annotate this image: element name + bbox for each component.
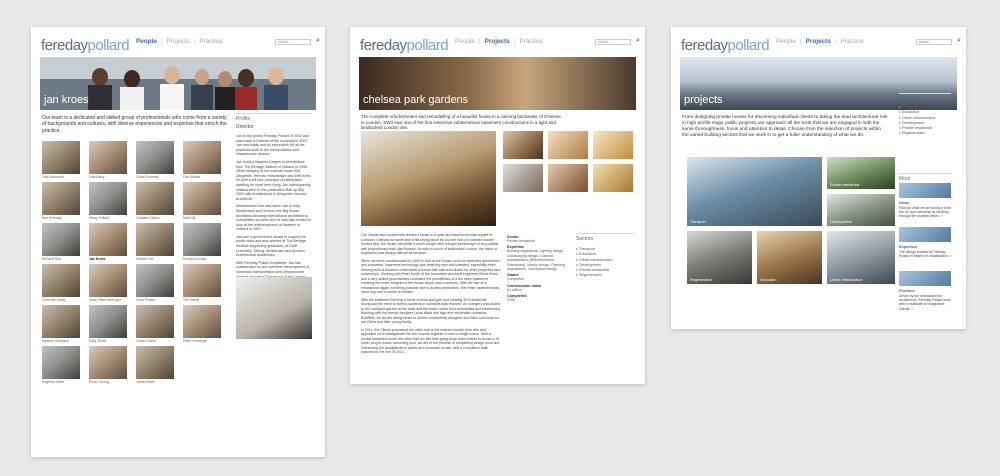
- person-photo[interactable]: [183, 305, 221, 338]
- logo[interactable]: feredaypollard: [41, 37, 130, 54]
- meta-label: Sector: [507, 235, 519, 239]
- person-name: Gerard Sarra: [136, 339, 156, 343]
- project-tile-label: Regeneration: [690, 278, 713, 282]
- sector-link[interactable]: ▸ Transport: [576, 247, 634, 252]
- person-name: Chris Pollard: [136, 298, 156, 302]
- search-icon[interactable]: ⌕: [957, 37, 961, 44]
- news-text: Driven by our enthusiasm for architecture, Fereday Pollard work with a multitude of Imaginative Clients. >: [899, 294, 951, 311]
- person-photo[interactable]: [89, 223, 127, 256]
- project-main-image: [361, 131, 496, 226]
- person-name: Graham Gibson: [136, 216, 160, 220]
- meta-label: Completed: [507, 294, 527, 299]
- person-photo[interactable]: [183, 264, 221, 297]
- project-description: [361, 233, 501, 358]
- person-card[interactable]: [89, 305, 127, 344]
- news-title[interactable]: Practice: [899, 288, 915, 293]
- person-photo[interactable]: [89, 346, 127, 379]
- nav-people[interactable]: People: [136, 38, 157, 45]
- sectors-heading: Sectors: [576, 233, 634, 242]
- page-intro: From designing private homes for discerning individual clients to taking the lead architectural role in high profile major public projects, we approach all the work that we are engaged in with the same thoroughness, focus and attention to detail. Choose from the selection of projects within the varied building sectors that we work in to get a fuller understanding of what we do.: [682, 115, 888, 138]
- sector-link[interactable]: ▸ Urban infrastructure: [576, 258, 634, 263]
- description-paragraph: Our Clients had coveted this terraced house in a quiet and beautiful private square in London's Chelsea for some time whilst living close by. As one half of a twinned double fronted villa, the house sits within a much sought after tranquil streetscape of very similar well proportioned brick clad houses. As with so much of landlocked London, the issue of expansion was always difficult as terraces.: [361, 233, 499, 255]
- bio-paragraph: Jan won a government award to support his studio work and also worked at The Berlage Institute supporting graduates, at Delft University, Tilburg, Amsterdam and Arnhem Architectural Academies.: [236, 234, 306, 258]
- person-card[interactable]: [89, 182, 127, 221]
- person-photo[interactable]: [136, 346, 174, 379]
- project-thumbnail[interactable]: [548, 131, 588, 159]
- person-photo[interactable]: [42, 264, 80, 297]
- person-name: Jan Kroes: [89, 257, 106, 261]
- search-icon[interactable]: ⌕: [636, 37, 640, 44]
- meta-label: Expertise: [507, 245, 525, 250]
- project-tile[interactable]: [827, 231, 895, 284]
- site-header: [671, 27, 966, 57]
- team-banner: [40, 57, 316, 110]
- person-name: Sally Street: [89, 339, 107, 343]
- site-header: [31, 27, 325, 57]
- person-card[interactable]: [42, 182, 80, 221]
- person-name: Ben Fereday: [42, 216, 62, 220]
- person-card[interactable]: [136, 182, 174, 221]
- person-photo[interactable]: [89, 182, 127, 215]
- person-photo[interactable]: [136, 305, 174, 338]
- person-card[interactable]: [42, 346, 80, 385]
- person-card[interactable]: [42, 305, 80, 344]
- project-tile-label: Transport: [690, 220, 706, 224]
- person-name: Claire Donnelly: [136, 175, 159, 179]
- person-card[interactable]: [183, 264, 221, 303]
- project-thumbnail[interactable]: [593, 164, 633, 192]
- person-name: Ewan Truong: [89, 380, 109, 384]
- search-icon[interactable]: ⌕: [316, 37, 320, 44]
- person-photo: [236, 277, 312, 339]
- person-card[interactable]: [136, 223, 174, 262]
- search-input[interactable]: search: [916, 39, 952, 45]
- person-name: James Wald: [136, 380, 155, 384]
- nav-projects[interactable]: Projects: [166, 38, 190, 45]
- people-grid: [42, 141, 228, 385]
- description-paragraph: In 2011, the Clients purchased the other half of the twinned double from villa and appointed us to amalgamate the two houses together to form a single house. With a pivotal basement under the other half too this time going down even further to house a 20 meter long in house swimming pool, we are in the process of completing design work and overseeing the amalgamation works as it proceeds on site, with a completion date planned for the end of 2013.: [361, 327, 500, 354]
- sector-link[interactable]: ▸ Transport: [899, 105, 955, 110]
- person-card[interactable]: [89, 223, 127, 262]
- person-name: Eugenia Sofiet: [42, 380, 65, 384]
- person-card[interactable]: [42, 264, 80, 303]
- person-card[interactable]: [183, 305, 221, 344]
- person-photo[interactable]: [42, 141, 80, 174]
- sectors-heading: Sectors: [899, 93, 951, 102]
- profile-heading: Profile: [236, 113, 312, 122]
- person-card[interactable]: [136, 305, 174, 344]
- person-card[interactable]: [136, 264, 174, 303]
- people-page: [31, 27, 325, 457]
- main-nav: People | Projects | Practice: [136, 38, 223, 45]
- person-name: Tim Sheriff: [183, 298, 200, 302]
- person-role: Director: [236, 124, 254, 130]
- sector-link[interactable]: ▸ Regeneration: [576, 273, 634, 278]
- meta-label: Construction value: [507, 283, 542, 288]
- project-tile[interactable]: [827, 157, 895, 189]
- person-photo[interactable]: [42, 305, 80, 338]
- project-tile[interactable]: [687, 157, 822, 226]
- meta-value: Completed: [507, 277, 524, 282]
- meta-label: Status: [507, 273, 519, 278]
- sectors-list: [899, 105, 955, 137]
- nav-practice[interactable]: Practice: [840, 38, 864, 45]
- person-photo[interactable]: [89, 141, 127, 174]
- project-tile-label: Development: [830, 220, 852, 224]
- project-thumbnail[interactable]: [503, 131, 543, 159]
- page-intro: The complete refurbishment and remodelling of a beautiful house in a calming backwater of Chelsea in London, SW3 saw one of the first extensive subterranean basement constructions in a tight and landlocked London site.: [361, 114, 561, 131]
- person-photo[interactable]: [136, 141, 174, 174]
- banner-caption: projects: [684, 94, 723, 106]
- projects-page: [671, 27, 966, 329]
- person-card[interactable]: [183, 141, 221, 180]
- person-photo[interactable]: [42, 223, 80, 256]
- nav-projects[interactable]: Projects: [484, 38, 510, 45]
- nav-projects[interactable]: Projects: [805, 38, 831, 45]
- person-photo[interactable]: [42, 182, 80, 215]
- nav-people[interactable]: People: [455, 38, 475, 45]
- project-banner: [359, 57, 636, 110]
- person-photo[interactable]: [136, 223, 174, 256]
- sector-link[interactable]: ▸ Development: [899, 121, 955, 126]
- meta-value: Private residential: [507, 239, 535, 243]
- sector-link[interactable]: ▸ Education: [899, 110, 955, 115]
- person-name: Richard Lindley: [183, 257, 207, 261]
- meta-value: 2008: [507, 298, 515, 303]
- sectors-list: [576, 247, 634, 279]
- project-tile[interactable]: [757, 231, 822, 284]
- person-name: Chris McCarthy: [42, 298, 66, 302]
- project-thumbnail[interactable]: [503, 164, 543, 192]
- project-thumbnail[interactable]: [593, 131, 633, 159]
- person-name: Sinead Lett: [136, 257, 154, 261]
- news-image[interactable]: [899, 227, 951, 242]
- person-photo[interactable]: [183, 141, 221, 174]
- person-name: John Ashworth: [42, 175, 65, 179]
- bio-paragraph: With Fereday Pollard Architects, Jan has collaborated on and overseen development of numerous transportation and infrastructure: [236, 260, 309, 275]
- person-card[interactable]: [42, 223, 80, 262]
- person-photo[interactable]: [42, 346, 80, 379]
- meta-value: £4 million: [507, 287, 522, 292]
- person-card[interactable]: [89, 264, 127, 303]
- news-image[interactable]: [899, 271, 951, 286]
- person-card[interactable]: [136, 141, 174, 180]
- nav-people[interactable]: People: [776, 38, 796, 45]
- nav-practice[interactable]: Practice: [199, 38, 223, 45]
- more-heading: More: [899, 173, 951, 182]
- news-title[interactable]: Expertise: [899, 244, 918, 249]
- project-tile-label: Urban infrastructure: [830, 278, 863, 282]
- page-intro: Our team is a dedicated and skilled group of professionals who come from a variety of backgrounds and cultures, with diverse experiences and expertise that enrich the practice.: [42, 115, 227, 134]
- person-name: Richard Ruit: [42, 257, 61, 261]
- sector-link[interactable]: ▸ Private residential: [576, 268, 634, 273]
- person-name: Lida Barry: [89, 175, 105, 179]
- person-photo[interactable]: [89, 305, 127, 338]
- project-thumbnail[interactable]: [548, 164, 588, 192]
- main-nav: People | Projects | Practice: [776, 38, 864, 45]
- bio-paragraph: Infrastructure has also taken Jan to Italy, Switzerland and Greece with Big House architects following international architectural competition success and he was also invited to look at the redevelopment of Haarlem in Holland in 1997.: [236, 204, 311, 232]
- search-input[interactable]: search: [275, 39, 311, 45]
- projects-banner: [680, 57, 957, 110]
- person-card[interactable]: [136, 346, 174, 385]
- person-name: Melanie Sampson: [42, 339, 70, 343]
- person-name: Paul Brides: [183, 175, 201, 179]
- person-photo[interactable]: [183, 223, 221, 256]
- site-header: [350, 27, 645, 57]
- sector-link[interactable]: ▸ Private residential: [899, 126, 955, 131]
- person-photo[interactable]: [89, 264, 127, 297]
- description-paragraph: With the basement forming a home cinema and gym and creating 20% additional floorspace the need to extend upwards or outwards was reduced. An orangery was added to the courtyard garden at the back and the entire house then remodelled and refurbished. Working with the interior designer Laura Ward and high end residential contractor, Boldfield, we led the design team to deliver a beautifully designed and fitted out house for our Client and their young family.: [361, 297, 501, 324]
- banner-caption: chelsea park gardens: [363, 94, 469, 106]
- project-tile[interactable]: [687, 231, 752, 284]
- person-photo[interactable]: [136, 182, 174, 215]
- project-meta: [507, 233, 565, 303]
- sector-link[interactable]: ▸ Regeneration: [899, 131, 955, 136]
- person-name: Jean-Pierre Meringer: [89, 298, 121, 302]
- bio-paragraph: Jan holds a Masters Degree in Architecture from The Berlage Institute in Holland in 1996. While studying at the Institute under Elia Zenghelis, Herman Hertzberger and Wiel Arets he built a full size prototype prefabricated dwelling for short term living. Jan subsequently collaborated on the publication Rail op Stijl 2000 with Architectural & Wingerder Nouvea Architects.: [236, 159, 311, 201]
- logo[interactable]: feredaypollard: [681, 37, 770, 54]
- project-page: [350, 27, 645, 384]
- news-image[interactable]: [899, 183, 951, 198]
- meta-value: Building regulations, Lighting design, Landscaping design, Contract administration (Refurbishment, Extensions), Interior design, Planning negotiations, Conceptual design: [507, 249, 565, 272]
- person-card[interactable]: [183, 182, 221, 221]
- person-name: Hilary Pollard: [89, 216, 110, 220]
- sector-link[interactable]: ▸ Education: [576, 252, 634, 257]
- project-tile-label: Private residential: [830, 183, 860, 187]
- person-photo[interactable]: [136, 264, 174, 297]
- project-tile[interactable]: [827, 194, 895, 226]
- sector-link[interactable]: ▸ Development: [576, 263, 634, 268]
- sector-link[interactable]: ▸ Urban infrastructure: [899, 116, 955, 121]
- person-card[interactable]: [42, 141, 80, 180]
- person-photo[interactable]: [183, 182, 221, 215]
- news-title[interactable]: News: [899, 200, 910, 205]
- description-paragraph: When we were commissioned in 2009 to look at the house could be extended refurbished and converted, basement technology was relatively new and untested, especially when forming such a structure underneath a house that was surrounded by other properties and ownerships. Working with Peter Smith of the consultant structural engineers Elliott Wood and a very skilled groundworks contractor the possibilities of a ten deep basement covering the entire footprint of the house above was conceived. With the use of a mechanical digger not being possible due to access restrictions, the entire basement was hand dug over a series of months.: [361, 258, 501, 294]
- bio-paragraph: Jan Kroes joined Fereday Pollard in 2002 and was made a Director of the company in 2007. Jan now leads and is responsible for all the practices work in the transportation and infrastructure sectors.: [236, 134, 309, 157]
- project-tile-label: Education: [760, 278, 777, 282]
- logo[interactable]: feredaypollard: [360, 37, 449, 54]
- person-card[interactable]: [183, 223, 221, 262]
- person-card[interactable]: [89, 141, 127, 180]
- person-card[interactable]: [89, 346, 127, 385]
- search-input[interactable]: search: [595, 39, 631, 45]
- person-name: Peter Verhaege: [183, 339, 207, 343]
- main-nav: People | Projects | Practice: [455, 38, 543, 45]
- nav-practice[interactable]: Practice: [519, 38, 543, 45]
- news-text: The design process at Fereday Pollard is based on collaboration. >: [899, 250, 952, 259]
- person-name: Matt Hill: [183, 216, 196, 220]
- banner-caption: jan kroes: [44, 94, 89, 106]
- news-text: Find out what we are doing in both the UK and overseas by scrolling through the projects below. >: [899, 206, 951, 219]
